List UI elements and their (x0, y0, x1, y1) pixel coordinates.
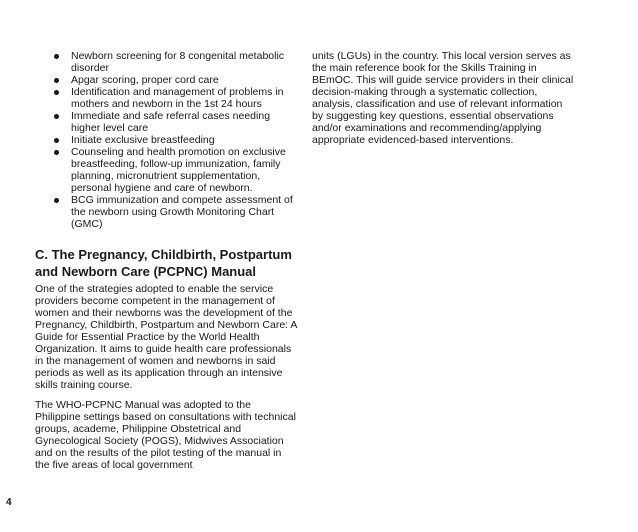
bullet-dot-icon (54, 114, 59, 119)
bullet-item: BCG immunization and compete assessment of the newborn using Growth Monitoring Chart (GMC) (71, 194, 297, 230)
section-paragraph-1: One of the strategies adopted to enable the service providers become competent in the management of women and their newborns was the development of the Pregnancy, Childbirth, Postpartum and Newborn Care: A Guide for Essential Practice by the World Health Organization. It aims to guide health care professionals in the management of women and newborns in said periods as well as its application through an intensive skills training course. (35, 283, 297, 391)
bullet-item: Identification and management of problems in mothers and newborn in the 1st 24 hours (71, 86, 297, 110)
bullet-dot-icon (54, 138, 59, 143)
section-heading: C. The Pregnancy, Childbirth, Postpartum and Newborn Care (PCPNC) Manual (35, 247, 292, 279)
bullet-dot-icon (54, 78, 59, 83)
bullet-item: Apgar scoring, proper cord care (71, 74, 297, 86)
bullet-item: Newborn screening for 8 congenital metabolic disorder (71, 50, 297, 74)
right-column (312, 50, 574, 146)
left-column (35, 50, 297, 479)
bullet-item: Initiate exclusive breastfeeding (71, 134, 297, 146)
bullet-item: Counseling and health promotion on exclusive breastfeeding, follow-up immunization, family planning, micronutrient supplementation, personal hygiene and care of newborn. (71, 146, 297, 194)
bullet-dot-icon (54, 90, 59, 95)
page-number: 4 (6, 497, 12, 508)
bullet-dot-icon (54, 150, 59, 155)
section-paragraph-2: The WHO-PCPNC Manual was adopted to the Philippine settings based on consultations with technical groups, academe, Philippine Obstetrical and Gynecological Society (POGS), Midwives Association and on the results of the pilot testing of the manual in the five areas of local government (35, 399, 296, 471)
right-column-paragraph: units (LGUs) in the country. This local version serves as the main reference book for the Skills Training in BEmOC. This will guide service providers in their clinical decision-making through a systematic collection, analysis, classification and use of relevant information by suggesting key questions, essential observations and/or examinations and recommending/applying appropriate evidenced-based interventions. (312, 50, 574, 146)
bullet-dot-icon (54, 54, 59, 59)
bullet-dot-icon (54, 198, 59, 203)
bullet-list (35, 50, 297, 230)
bullet-item: Immediate and safe referral cases needing higher level care (71, 110, 297, 134)
